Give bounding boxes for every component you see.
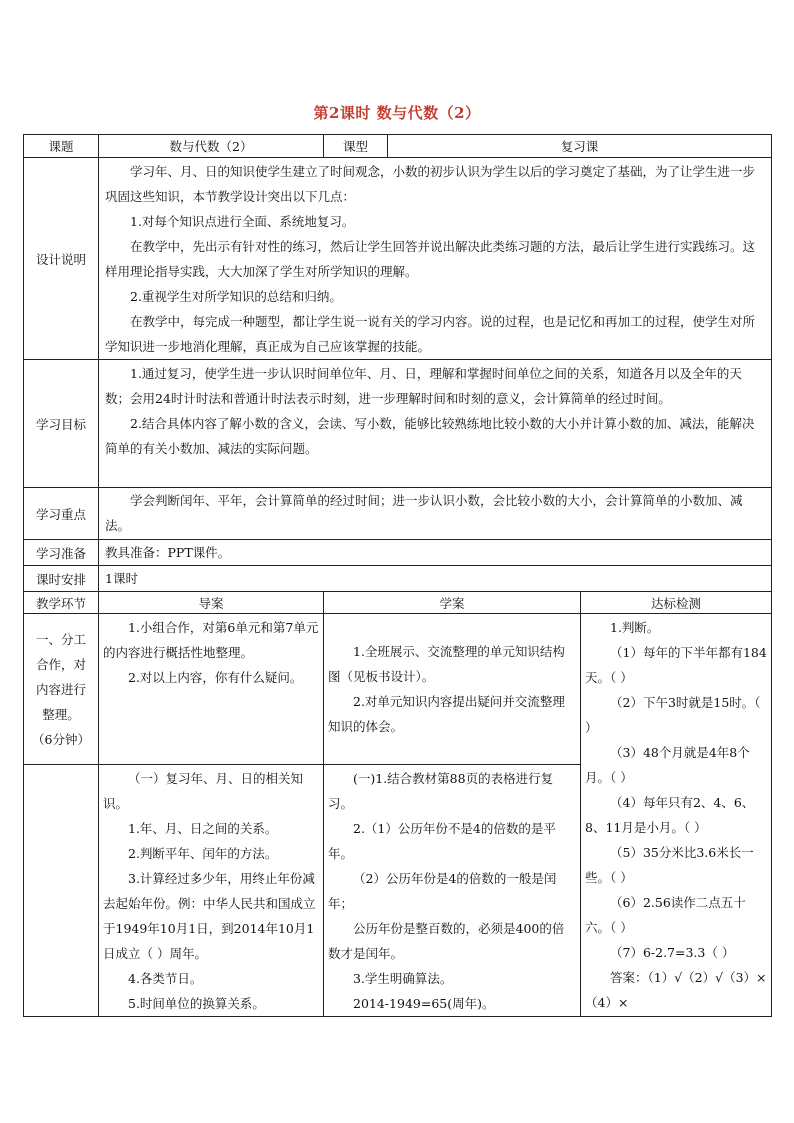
check-item: 1.判断。 bbox=[610, 620, 660, 635]
check-item: （7）6-2.7=3.3（ ） bbox=[610, 945, 735, 960]
design-paragraph: 1.对每个知识点进行全面、系统地复习。 bbox=[130, 214, 355, 229]
design-row bbox=[24, 158, 772, 360]
goal-paragraph: 2.结合具体内容了解小数的含义，会读、写小数，能够比较熟练地比较小数的大小并计算小数的加、减法，能解决简单的有关小数加、减法的实际问题。 bbox=[105, 416, 755, 456]
step1-name-line: 一、分工 bbox=[35, 631, 86, 647]
header-row bbox=[24, 135, 772, 158]
step1-name-line: 合作，对 bbox=[35, 656, 86, 672]
design-paragraph: 在教学中，每完成一种题型，都让学生说一说有关的学习内容。说的过程，也是记忆和再加工的过程，使学生对所学知识进一步地消化理解，真正成为自己应该掌握的技能。 bbox=[105, 314, 756, 354]
schedule-row bbox=[24, 566, 772, 592]
check-item: （4）每年只有2、4、6、8、11月是小月。（ ） bbox=[585, 795, 755, 835]
col-header-check: 达标检测 bbox=[581, 592, 772, 614]
focus-text: 学会判断闰年、平年，会计算简单的经过时间；进一步认识小数，会比较小数的大小，会计算简单的小数加、减法。 bbox=[105, 493, 743, 533]
step1-name bbox=[24, 614, 99, 765]
check-item: （3）48个月就是4年8个月。（ ） bbox=[585, 745, 750, 785]
design-content bbox=[99, 158, 772, 360]
step1-name-line: 整理。 bbox=[42, 706, 80, 722]
step2-study bbox=[324, 765, 581, 1017]
step1-guide-item: 2.对以上内容，你有什么疑问。 bbox=[128, 670, 303, 685]
focus-label: 学习重点 bbox=[24, 488, 99, 540]
prep-label: 学习准备 bbox=[24, 540, 99, 566]
step1-guide-item: 1.小组合作，对第6单元和第7单元的内容进行概括性地整理。 bbox=[103, 620, 319, 660]
step2-guide-item: 4.各类节日。 bbox=[128, 971, 203, 986]
prep-row bbox=[24, 540, 772, 566]
check-item: （5）35分米比3.6米长一些。（ ） bbox=[585, 845, 754, 885]
design-label: 设计说明 bbox=[24, 158, 99, 360]
prep-text: 教具准备：PPT课件。 bbox=[105, 545, 231, 560]
step2-guide-item: （一）复习年、月、日的相关知识。 bbox=[103, 771, 304, 811]
goals-row bbox=[24, 360, 772, 488]
design-paragraph: 学习年、月、日的知识使学生建立了时间观念，小数的初步认识为学生以后的学习奠定了基础，为了让学生进一步巩固这些知识，本节教学设计突出以下几点： bbox=[105, 164, 756, 204]
topic-value: 数与代数（2） bbox=[99, 135, 324, 158]
schedule-text: 1课时 bbox=[105, 571, 138, 586]
check-item: （2）下午3时就是15时。（ ） bbox=[585, 695, 761, 735]
col-header-guide: 导案 bbox=[99, 592, 324, 614]
step1-name-line: （6分钟） bbox=[32, 731, 90, 747]
design-paragraph: 在教学中，先出示有针对性的练习，然后让学生回答并说出解决此类练习题的方法，最后让学生进行实践练习。这样用理论指导实践，大大加深了学生对所学知识的理解。 bbox=[105, 239, 756, 279]
step2-study-item: （2）公历年份是4的倍数的一般是闰年； bbox=[328, 871, 557, 911]
step1-study-item: 2.对单元知识内容提出疑问并交流整理知识的体会。 bbox=[328, 694, 565, 734]
step2-guide bbox=[99, 765, 324, 1017]
step1-name-line: 内容进行 bbox=[35, 681, 86, 697]
step2-study-item: (一)1.结合教材第88页的表格进行复习。 bbox=[328, 771, 554, 811]
design-paragraph: 2.重视学生对所学知识的总结和归纳。 bbox=[130, 289, 342, 304]
check-column bbox=[581, 614, 772, 1017]
step1-study-item: 1.全班展示、交流整理的单元知识结构图（见板书设计）。 bbox=[328, 644, 565, 684]
step2-study-item: 2014-1949=65(周年)。 bbox=[353, 996, 495, 1011]
step2-study-item: 公历年份是整百数的，必须是400的倍数才是闰年。 bbox=[328, 921, 565, 961]
step2-guide-item: 5.时间单位的换算关系。 bbox=[128, 996, 265, 1011]
step2-guide-item: 1.年、月、日之间的关系。 bbox=[128, 821, 278, 836]
check-item: （6）2.56读作二点五十六。（ ） bbox=[585, 895, 746, 935]
focus-row bbox=[24, 488, 772, 540]
schedule-label: 课时安排 bbox=[24, 566, 99, 592]
columns-row bbox=[24, 592, 772, 614]
step2-study-item: 2.（1）公历年份不是4的倍数的是平年。 bbox=[328, 821, 556, 861]
goal-paragraph: 1.通过复习，使学生进一步认识时间单位年、月、日，理解和掌握时间单位之间的关系，知道各月以及全年的天数；会用24时计时法和普通计时法表示时刻，进一步理解时间和时刻的意义，会计算简单的经过时间。 bbox=[105, 366, 742, 406]
document-title: 第2课时 数与代数（2） bbox=[313, 104, 481, 122]
step2-guide-item: 3.计算经过多少年，用终止年份减去起始年份。例：中华人民共和国成立于1949年10月1日，到2014年10月1日成立（ ）周年。 bbox=[103, 871, 316, 961]
type-value: 复习课 bbox=[560, 139, 599, 154]
check-item: （1）每年的下半年都有184天。（ ） bbox=[585, 645, 767, 685]
type-label: 课型 bbox=[324, 135, 388, 157]
step2-guide-item: 2.判断平年、闰年的方法。 bbox=[128, 846, 278, 861]
col-header-study: 学案 bbox=[324, 592, 581, 614]
goals-label: 学习目标 bbox=[24, 360, 99, 488]
step2-name bbox=[24, 765, 99, 1017]
step1-study bbox=[324, 614, 581, 765]
goals-content bbox=[99, 360, 772, 488]
step1-row bbox=[24, 614, 772, 765]
check-answer: 答案：（1）√（2）√（3）×（4）× bbox=[585, 970, 767, 1010]
step1-guide bbox=[99, 614, 324, 765]
col-header-step: 教学环节 bbox=[24, 592, 99, 614]
step2-study-item: 3.学生明确算法。 bbox=[353, 971, 453, 986]
lesson-plan-table bbox=[23, 134, 772, 1017]
topic-label: 课题 bbox=[24, 135, 99, 158]
